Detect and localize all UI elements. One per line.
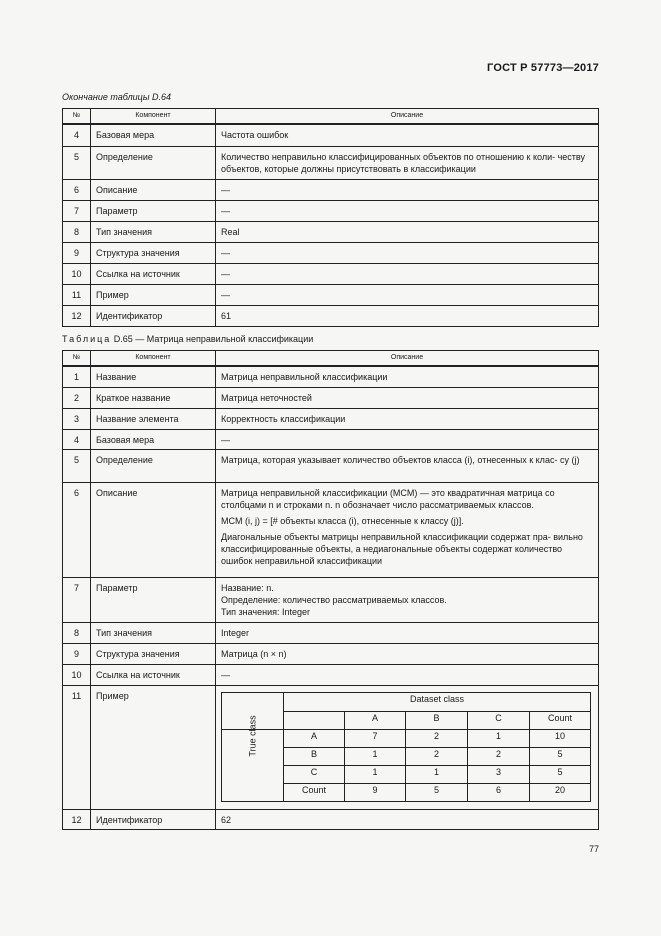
table-row xyxy=(63,429,599,449)
row-num: 12 xyxy=(63,305,91,326)
page-number: 77 xyxy=(588,844,599,854)
table-d65-caption xyxy=(62,334,313,344)
row-component: Идентификатор xyxy=(91,305,216,326)
row-component: Название xyxy=(91,366,216,387)
row-num: 5 xyxy=(63,146,91,179)
matrix-row-header: A xyxy=(284,729,345,747)
row-description: Корректность классификации xyxy=(216,408,599,429)
row-component: Ссылка на источник xyxy=(91,664,216,685)
row-description: Матрица, которая указывает количество объектов класса (i), отнесенных к клас- су (j) xyxy=(216,449,599,482)
table-d64 xyxy=(62,108,599,327)
matrix-row-header: B xyxy=(284,747,345,765)
matrix-col-header: Count xyxy=(530,711,591,729)
parameter-definition: Определение: количество рассматриваемых классов. xyxy=(221,594,447,605)
matrix-row-group-text: True class xyxy=(247,714,258,757)
row-component: Базовая мера xyxy=(91,429,216,449)
row-component: Ссылка на источник xyxy=(91,263,216,284)
matrix-cell: 2 xyxy=(406,729,468,747)
row-description: 62 xyxy=(216,809,599,829)
table-row xyxy=(63,577,599,622)
matrix-cell: 2 xyxy=(406,747,468,765)
row-component: Структура значения xyxy=(91,242,216,263)
table-d64-caption: Окончание таблицы D.64 xyxy=(62,92,171,102)
row-description xyxy=(216,685,599,809)
table-row xyxy=(63,305,599,326)
row-component: Параметр xyxy=(91,200,216,221)
matrix-cell: 1 xyxy=(468,729,530,747)
col-header-num: № xyxy=(63,351,91,367)
description-paragraph: Диагональные объекты матрицы неправильной классификации содержат пра- вильно классифицированные объекты, а недиагональные объекты содержат количество ошибок неправильной классификации xyxy=(221,531,583,566)
table-row xyxy=(63,284,599,305)
matrix-row-header: C xyxy=(284,765,345,783)
row-num: 7 xyxy=(63,577,91,622)
matrix-row-header: Count xyxy=(284,783,345,801)
col-header-component: Компонент xyxy=(91,109,216,125)
row-num: 3 xyxy=(63,408,91,429)
row-num: 1 xyxy=(63,366,91,387)
row-num: 9 xyxy=(63,643,91,664)
table-header-row xyxy=(63,351,599,367)
row-num: 2 xyxy=(63,387,91,408)
matrix-col-header: C xyxy=(468,711,530,729)
row-description: Матрица неправильной классификации xyxy=(216,366,599,387)
matrix-row-group-label xyxy=(222,714,284,801)
row-num: 6 xyxy=(63,179,91,200)
table-row xyxy=(63,263,599,284)
row-description: — xyxy=(216,200,599,221)
matrix-cell: 9 xyxy=(345,783,406,801)
row-description: Количество неправильно классифицированных объектов по отношению к коли- честву объектов, которые должны присутствовать в классификации xyxy=(216,146,599,179)
row-num: 6 xyxy=(63,482,91,577)
row-num: 4 xyxy=(63,429,91,449)
description-formula: MCM (i, j) = [# объекты класса (i), отнесенные к классу (j)]. xyxy=(221,515,464,526)
row-component: Описание xyxy=(91,179,216,200)
table-row xyxy=(63,664,599,685)
row-num: 4 xyxy=(63,124,91,146)
matrix-cell: 1 xyxy=(406,765,468,783)
col-header-description: Описание xyxy=(216,351,599,367)
row-num: 12 xyxy=(63,809,91,829)
row-num: 11 xyxy=(63,284,91,305)
row-description: — xyxy=(216,429,599,449)
table-row xyxy=(63,242,599,263)
row-description: Real xyxy=(216,221,599,242)
matrix-col-header: B xyxy=(406,711,468,729)
caption-prefix: Таблица xyxy=(62,334,112,344)
matrix-cell: 6 xyxy=(468,783,530,801)
table-row xyxy=(63,809,599,829)
matrix-cell: 20 xyxy=(530,783,591,801)
matrix-cell: 10 xyxy=(530,729,591,747)
matrix-cell: 7 xyxy=(345,729,406,747)
row-component: Название элемента xyxy=(91,408,216,429)
table-header-row xyxy=(63,109,599,125)
matrix-cell: 1 xyxy=(345,765,406,783)
row-num: 5 xyxy=(63,449,91,482)
table-row xyxy=(63,200,599,221)
row-description: — xyxy=(216,284,599,305)
example-confusion-matrix xyxy=(221,692,591,802)
table-d65 xyxy=(62,350,599,830)
table-row xyxy=(63,179,599,200)
matrix-col-header: A xyxy=(345,711,406,729)
parameter-type: Тип значения: Integer xyxy=(221,606,310,617)
row-component: Пример xyxy=(91,284,216,305)
row-description xyxy=(216,577,599,622)
row-description: Матрица (n × n) xyxy=(216,643,599,664)
row-num: 10 xyxy=(63,664,91,685)
caption-title: D.65 — Матрица неправильной классификации xyxy=(111,334,314,344)
matrix-cell: 1 xyxy=(345,747,406,765)
col-header-num: № xyxy=(63,109,91,125)
row-component: Параметр xyxy=(91,577,216,622)
description-paragraph: Матрица неправильной классификации (MCM) — это квадратичная матрица со столбцами n и строками n. n обозначает число рассматриваемых классов. xyxy=(221,487,555,510)
row-description: Integer xyxy=(216,622,599,643)
row-component: Краткое название xyxy=(91,387,216,408)
row-description: 61 xyxy=(216,305,599,326)
row-description: Матрица неточностей xyxy=(216,387,599,408)
matrix-cell: 5 xyxy=(406,783,468,801)
row-num: 10 xyxy=(63,263,91,284)
table-row xyxy=(63,146,599,179)
row-description xyxy=(216,482,599,577)
row-num: 8 xyxy=(63,622,91,643)
table-row xyxy=(63,366,599,387)
row-num: 8 xyxy=(63,221,91,242)
table-row xyxy=(63,221,599,242)
matrix-col-group-label: Dataset class xyxy=(284,692,591,711)
matrix-cell: 2 xyxy=(468,747,530,765)
parameter-name: Название: n. xyxy=(221,582,274,593)
row-component: Тип значения xyxy=(91,622,216,643)
row-description: — xyxy=(216,242,599,263)
table-row xyxy=(63,643,599,664)
col-header-description: Описание xyxy=(216,109,599,125)
row-component: Тип значения xyxy=(91,221,216,242)
table-row xyxy=(63,408,599,429)
row-num: 9 xyxy=(63,242,91,263)
row-description: — xyxy=(216,263,599,284)
row-component: Идентификатор xyxy=(91,809,216,829)
table-row xyxy=(63,387,599,408)
matrix-cell: 3 xyxy=(468,765,530,783)
row-component: Базовая мера xyxy=(91,124,216,146)
row-component: Определение xyxy=(91,146,216,179)
col-header-component: Компонент xyxy=(91,351,216,367)
row-component: Определение xyxy=(91,449,216,482)
row-component: Описание xyxy=(91,482,216,577)
table-row xyxy=(63,124,599,146)
matrix-empty-cell xyxy=(284,711,345,729)
matrix-cell: 5 xyxy=(530,747,591,765)
row-component: Пример xyxy=(91,685,216,809)
table-row xyxy=(63,685,599,809)
matrix-cell: 5 xyxy=(530,765,591,783)
table-row xyxy=(63,622,599,643)
row-description: — xyxy=(216,664,599,685)
row-component: Структура значения xyxy=(91,643,216,664)
standard-designation: ГОСТ Р 57773—2017 xyxy=(487,62,599,74)
row-num: 7 xyxy=(63,200,91,221)
table-row xyxy=(63,449,599,482)
row-description: Частота ошибок xyxy=(216,124,599,146)
row-description: — xyxy=(216,179,599,200)
row-num: 11 xyxy=(63,685,91,809)
table-row xyxy=(63,482,599,577)
